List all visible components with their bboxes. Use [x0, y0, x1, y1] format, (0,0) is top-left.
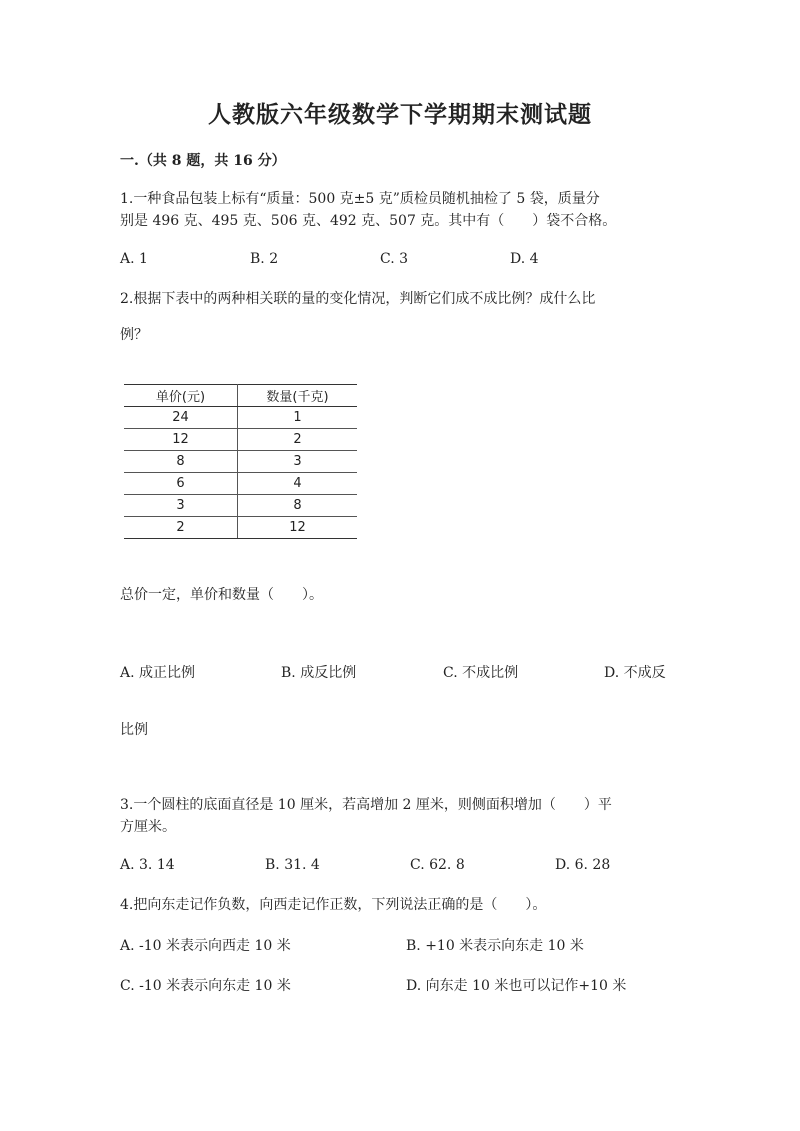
- q2-prompt: 总价一定，单价和数量（ ）。: [120, 587, 323, 603]
- q4-option-a: A. -10 米表示向西走 10 米: [120, 938, 291, 954]
- table-header-unit-price: 单价(元): [124, 385, 238, 407]
- q3-option-b: B. 31. 4: [265, 857, 320, 873]
- q1-text-line1: 1.一种食品包装上标有“质量：500 克±5 克”质检员随机抽检了 5 袋，质量分: [120, 191, 600, 207]
- table-row: [124, 517, 357, 539]
- table-cell: 12: [238, 517, 358, 539]
- table-row: [124, 429, 357, 451]
- q4-option-c: C. -10 米表示向东走 10 米: [120, 978, 291, 994]
- q3-option-d: D. 6. 28: [555, 857, 611, 873]
- q4-option-b: B. +10 米表示向东走 10 米: [406, 938, 584, 954]
- q3-text-line2: 方厘米。: [120, 819, 176, 835]
- table-cell: 3: [124, 495, 238, 517]
- q2-text-line2: 例？: [120, 327, 148, 343]
- table-row: [124, 473, 357, 495]
- table-cell: 6: [124, 473, 238, 495]
- q2-option-d: D. 不成反: [604, 665, 666, 681]
- table-cell: 8: [238, 495, 358, 517]
- table-row: [124, 407, 357, 429]
- table-cell: 12: [124, 429, 238, 451]
- table-cell: 2: [124, 517, 238, 539]
- q1-option-c: C. 3: [380, 251, 409, 267]
- q3-option-c: C. 62. 8: [410, 857, 465, 873]
- table-row: [124, 451, 357, 473]
- q1-option-d: D. 4: [510, 251, 539, 267]
- table-cell: 4: [238, 473, 358, 495]
- q3-text-line1: 3.一个圆柱的底面直径是 10 厘米，若高增加 2 厘米，则侧面积增加（ ）平: [120, 797, 612, 813]
- table-header-quantity: 数量(千克): [238, 385, 358, 407]
- q2-text-line1: 2.根据下表中的两种相关联的量的变化情况，判断它们成不成比例？成什么比: [120, 291, 596, 307]
- table-row: [124, 495, 357, 517]
- table-cell: 24: [124, 407, 238, 429]
- q2-option-d-wrap: 比例: [120, 722, 148, 738]
- table-cell: 2: [238, 429, 358, 451]
- page-title: 人教版六年级数学下学期期末测试题: [208, 101, 592, 128]
- q2-option-a: A. 成正比例: [120, 665, 196, 681]
- table-cell: 3: [238, 451, 358, 473]
- q1-text-line2: 别是 496 克、495 克、506 克、492 克、507 克。其中有（ ）袋不合格。: [120, 213, 617, 229]
- table-header-row: [124, 385, 357, 407]
- table-cell: 8: [124, 451, 238, 473]
- q2-option-b: B. 成反比例: [281, 665, 357, 681]
- q4-option-d: D. 向东走 10 米也可以记作+10 米: [406, 978, 627, 994]
- section-heading: 一.（共 8 题，共 16 分）: [120, 153, 286, 169]
- q2-option-c: C. 不成比例: [443, 665, 519, 681]
- price-quantity-table: [124, 384, 357, 539]
- table-cell: 1: [238, 407, 358, 429]
- q1-option-b: B. 2: [250, 251, 279, 267]
- q3-option-a: A. 3. 14: [120, 857, 175, 873]
- q4-text-line1: 4.把向东走记作负数，向西走记作正数，下列说法正确的是（ ）。: [120, 897, 547, 913]
- q1-option-a: A. 1: [120, 251, 148, 267]
